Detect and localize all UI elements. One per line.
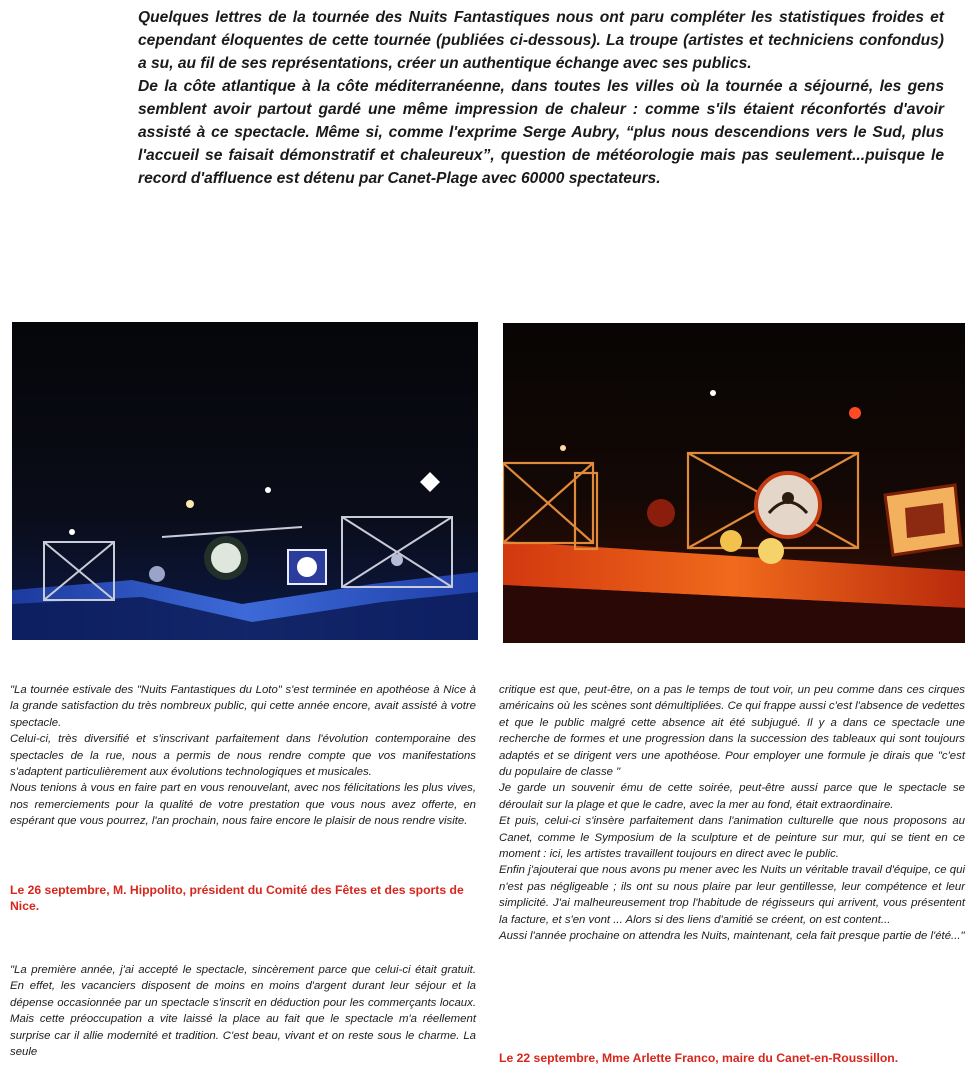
signature-nice: Le 26 septembre, M. Hippolito, président du Comité des Fêtes et des sports de Nice. bbox=[10, 883, 464, 913]
letter-paragraph: Aussi l'année prochaine on attendra les Nuits, maintenant, cela fait presque partie de l'été..." bbox=[499, 930, 965, 943]
letter-nice bbox=[10, 682, 476, 830]
letter-canet-continued bbox=[499, 682, 965, 945]
letter-paragraph: "La première année, j'ai accepté le spectacle, sincèrement parce que celui-ci était gratuit. En effet, les vacanciers disposent de moins en moins d'argent durant leur séjour et la dépense occasionnée par un spectacle s'inscrit en déduction pour les commerçants locaux. Mais cette préoccupation a vite laissé la place au fait que le spectacle m'a réellement surprise car il allie modernité et tradition. C'est beau, vivant et on reste sous le charme. La seule bbox=[10, 964, 476, 1059]
letter-paragraph: Nous tenions à vous en faire part en vous renouvelant, avec nos félicitations les plus vives, nos remerciements pour la qualité de votre prestation que vous nous avez offerte, en espérant que vous pourrez, l'an prochain, nous faire encore le plaisir de nous rendre visite. bbox=[10, 782, 476, 828]
photo-stage-nice bbox=[12, 322, 478, 640]
letter-canet-start bbox=[10, 962, 476, 1060]
letter-paragraph: Je garde un souvenir ému de cette soirée, peut-être aussi parce que le spectacle se déroulait sur la plage et que le cadre, avec la mer au fond, était extraordinaire. bbox=[499, 782, 965, 811]
stage-illustration bbox=[12, 322, 478, 640]
letter-paragraph: critique est que, peut-être, on a pas le temps de tout voir, un peu comme dans ces cirques américains où les scènes sont démultipliées. Ce qui frappe aussi c'est l'absence de vedettes et que le public malgré cette absence ait été subjugué. Il y a dans ce spectacle une recherche de formes et une progression dans la succession des tableaux qui sont toujours adaptés et se dirigent vers une apothéose. Pour employer une formule je dirais que "c'est du populaire de classe " bbox=[499, 684, 965, 779]
letter-paragraph: Et puis, celui-ci s'insère parfaitement dans l'animation culturelle que nous proposons au Canet, comme le Symposium de la sculpture et de peinture sur mur, qui se tient en ce moment : ici, les artistes travaillent toujours en direct avec le public. bbox=[499, 815, 965, 861]
letter-paragraph: "La tournée estivale des "Nuits Fantastiques du Loto" s'est terminée en apothéose à Nice à la grande satisfaction du très nombreux public, qui cette année encore, avait assisté à votre spectacle. bbox=[10, 684, 476, 729]
intro-paragraph: Quelques lettres de la tournée des Nuits Fantastiques nous ont paru compléter les statistiques froides et cependant éloquentes de cette tournée (publiées ci-dessous). La troupe (artistes et techniciens confondus) a su, au fil de ses représentations, créer un authentique échange avec ses publics. bbox=[138, 9, 944, 72]
stage-illustration bbox=[503, 323, 965, 643]
letter-paragraph: Celui-ci, très diversifié et s'inscrivant parfaitement dans l'évolution contemporaine des spectacles de la rue, nous a permis de nous rendre compte que vos manifestations s'adaptent particulièrement aux évolutions technologiques et musicales. bbox=[10, 733, 476, 779]
intro-text bbox=[138, 6, 944, 190]
photo-stage-canet bbox=[503, 323, 965, 643]
letter-paragraph: Enfin j'ajouterai que nous avons pu mener avec les Nuits un véritable travail d'équipe, ce qui n'est pas négligeable ; ils ont su nous plaire par leur gentillesse, leur compétence et leur simplicité. J'ai malheureusement trop l'habitude de régisseurs qui arrivent, vous présentent la facture, et s'en vont ... Alors si des liens d'amitié se créent, on est content... bbox=[499, 864, 965, 926]
intro-paragraph: De la côte atlantique à la côte méditerranéenne, dans toutes les villes où la tournée a séjourné, les gens semblent avoir partout gardé une même impression de chaleur : comme s'ils étaient réconfortés d'avoir assisté à ce spectacle. Même si, comme l'exprime Serge Aubry, “plus nous descendions vers le Sud, plus l'accueil se faisait démonstratif et chaleureux”, question de météorologie mais pas seulement...puisque le record d'affluence est détenu par Canet-Plage avec 60000 spectateurs. bbox=[138, 78, 944, 187]
signature-canet: Le 22 septembre, Mme Arlette Franco, maire du Canet-en-Roussillon. bbox=[499, 1051, 899, 1065]
